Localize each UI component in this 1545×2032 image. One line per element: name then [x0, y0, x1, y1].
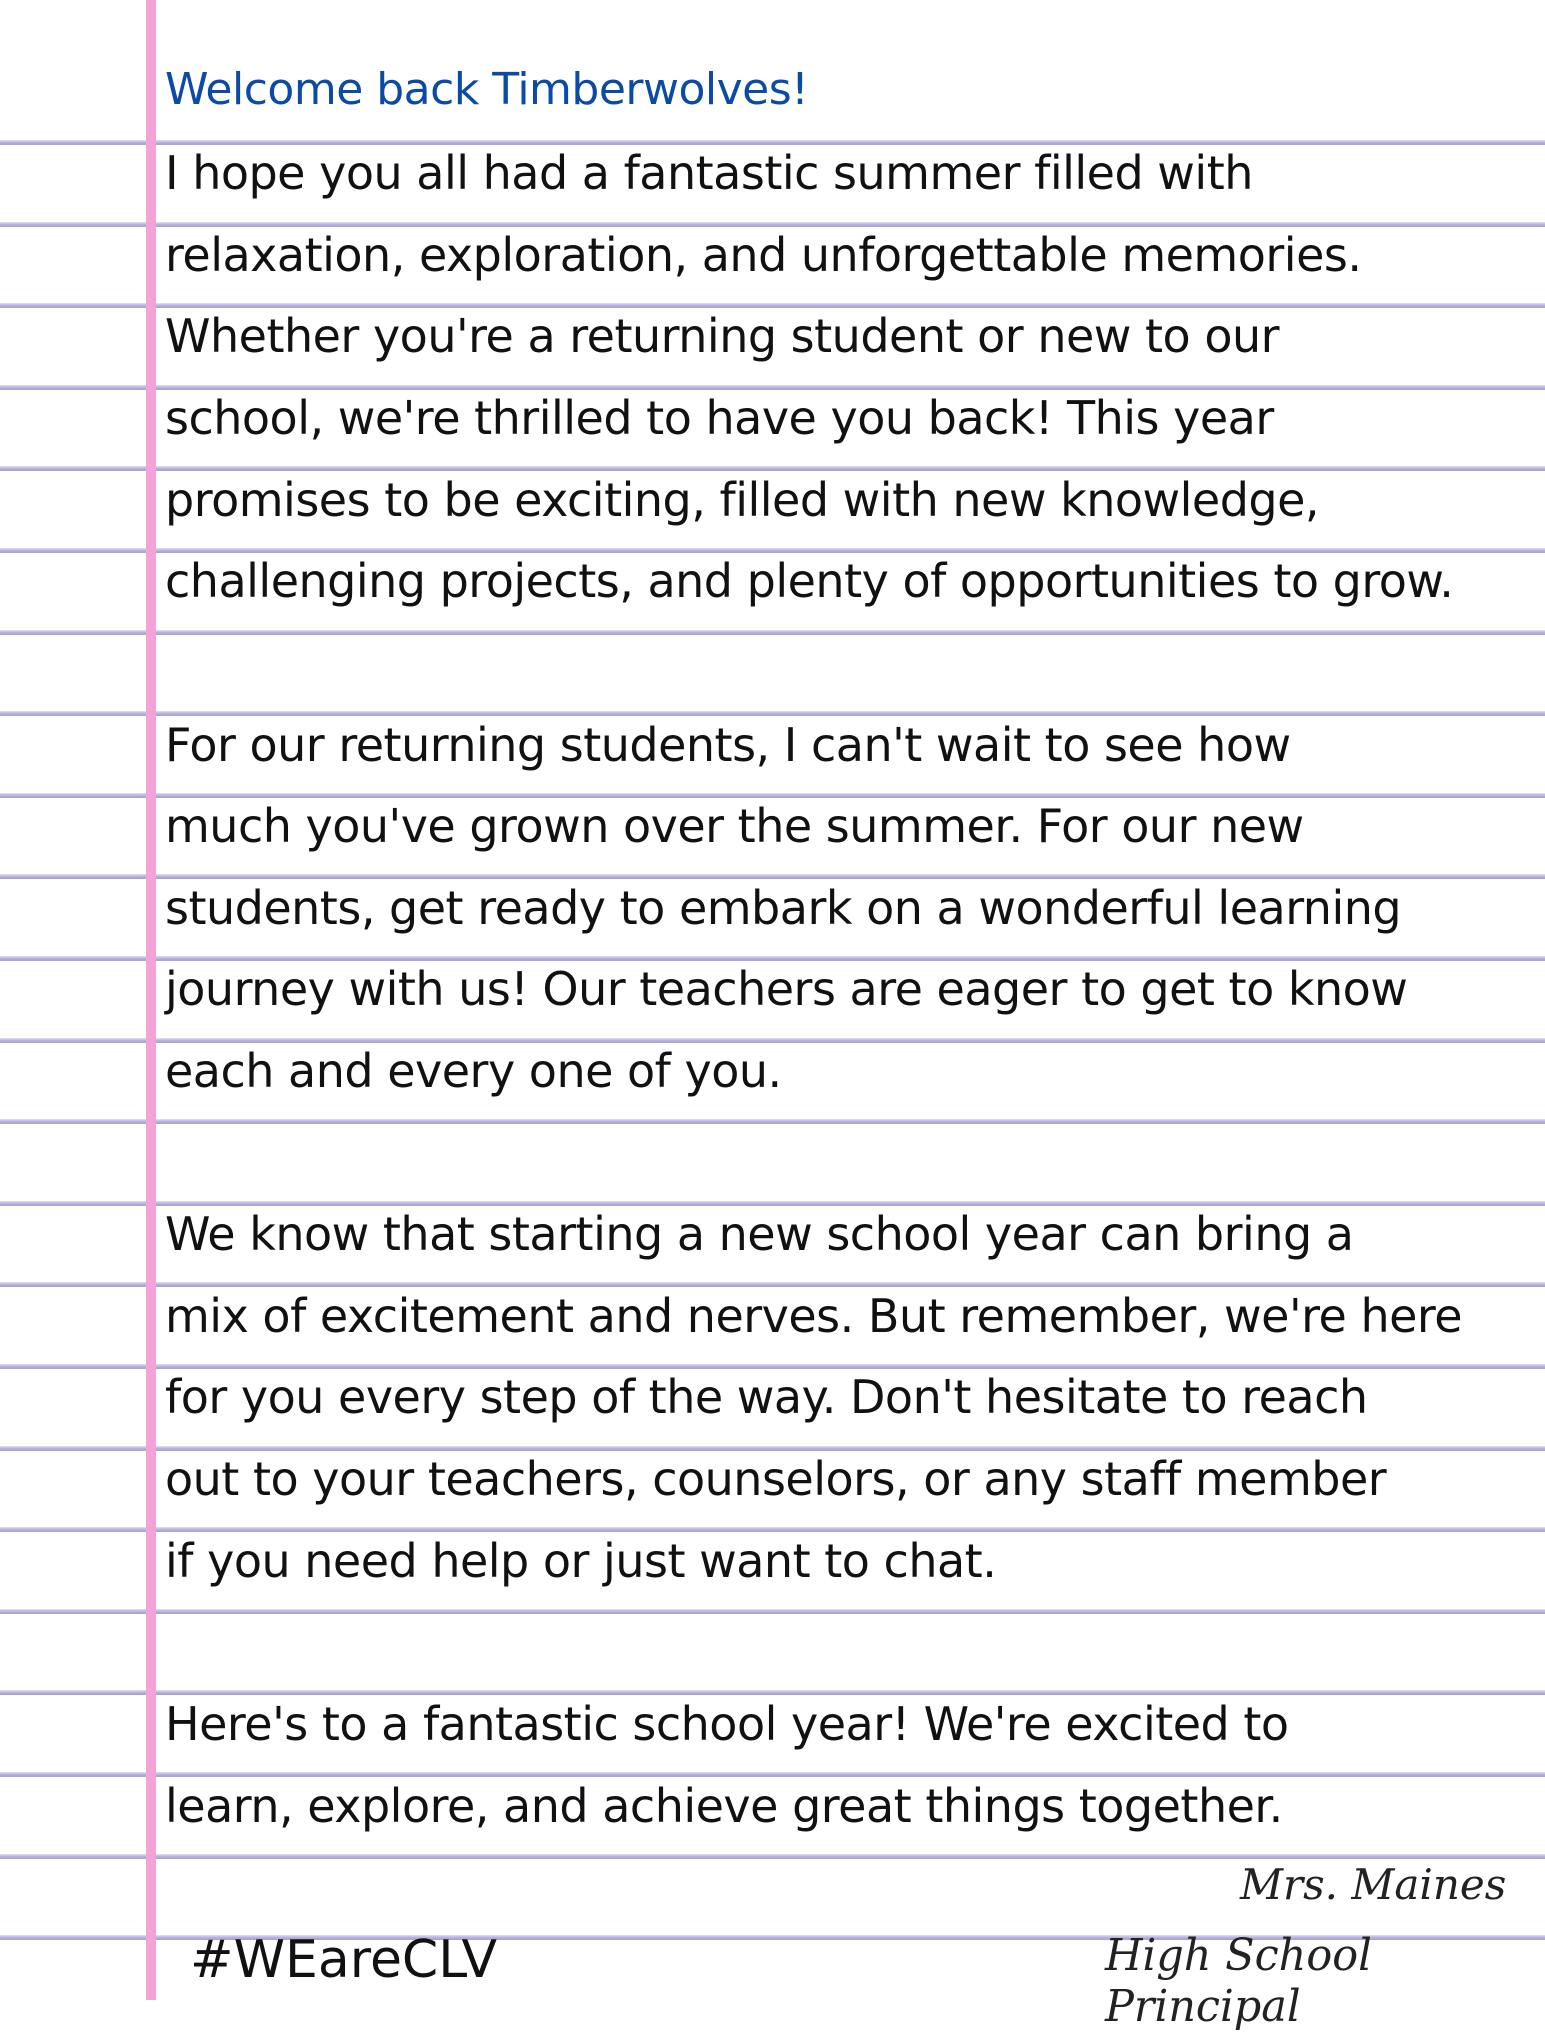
letter-line: each and every one of you.: [165, 1044, 782, 1098]
letter-line: students, get ready to embark on a wonderful learning: [165, 881, 1402, 935]
letter-line: promises to be exciting, filled with new knowledge,: [165, 473, 1320, 527]
margin-line: [146, 0, 156, 2000]
letter-line: learn, explore, and achieve great things together.: [165, 1779, 1283, 1833]
ruled-line: [0, 1119, 1545, 1124]
letter-title: Welcome back Timberwolves!: [165, 64, 809, 115]
letter-line: Whether you're a returning student or new to our: [165, 309, 1280, 363]
ruled-line: [0, 630, 1545, 635]
letter-line: I hope you all had a fantastic summer filled with: [165, 146, 1253, 200]
letter-line: journey with us! Our teachers are eager to get to know: [165, 962, 1408, 1016]
ruled-line: [0, 1609, 1545, 1614]
letter-line: school, we're thrilled to have you back! This year: [165, 391, 1274, 445]
letter-line: much you've grown over the summer. For our new: [165, 799, 1304, 853]
signature-role: High School Principal: [1105, 1930, 1372, 2032]
letter-line: We know that starting a new school year can bring a: [165, 1207, 1354, 1261]
letter-line: challenging projects, and plenty of opportunities to grow.: [165, 554, 1454, 608]
hashtag: #WEareCLV: [190, 1930, 498, 1990]
letter-line: relaxation, exploration, and unforgettable memories.: [165, 228, 1362, 282]
signature-name: Mrs. Maines: [1240, 1860, 1507, 1909]
letter-line: Here's to a fantastic school year! We're excited to: [165, 1697, 1289, 1751]
letter-line: For our returning students, I can't wait to see how: [165, 718, 1291, 772]
letter-line: mix of excitement and nerves. But remember, we're here: [165, 1289, 1463, 1343]
ruled-line: [0, 1854, 1545, 1859]
letter-line: for you every step of the way. Don't hesitate to reach: [165, 1370, 1368, 1424]
letter-line: out to your teachers, counselors, or any staff member: [165, 1452, 1387, 1506]
letter-line: if you need help or just want to chat.: [165, 1534, 997, 1588]
